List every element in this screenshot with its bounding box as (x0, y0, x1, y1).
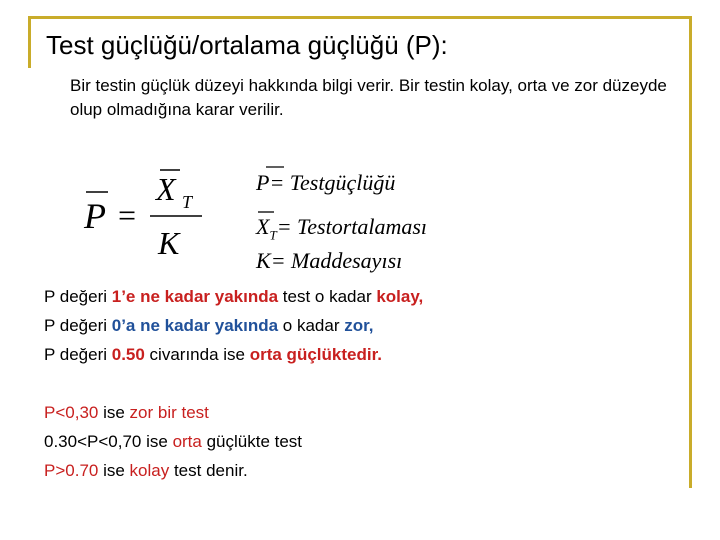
formula-definitions (250, 162, 480, 277)
threshold-condition: P<0,30 (44, 403, 99, 422)
threshold-line-3 (44, 456, 302, 485)
threshold-text: test denir. (169, 461, 248, 480)
formula-numerator-sub: T (182, 192, 193, 212)
formula-lhs: P (84, 196, 106, 236)
threshold-line-2 (44, 427, 302, 456)
threshold-text: ise (141, 432, 173, 451)
frame-top-border (28, 16, 690, 19)
def-text: = Testortalaması (276, 214, 428, 239)
def-sub: T (269, 227, 277, 243)
rule-text: P değeri (44, 345, 112, 364)
frame-right-border (689, 16, 692, 488)
rule-text: test o kadar (278, 287, 377, 306)
def-text: = Maddesayısı (270, 248, 403, 273)
rules-block (44, 282, 423, 369)
rule-line-2 (44, 311, 423, 340)
threshold-text: ise (98, 403, 130, 422)
def-symbol: K (256, 248, 271, 273)
definition-k (256, 248, 402, 274)
thresholds-block (44, 398, 302, 485)
threshold-text: ise (98, 461, 130, 480)
def-symbol: X (256, 214, 270, 239)
rule-highlight: 1’e ne kadar yakında (111, 287, 279, 306)
threshold-highlight: zor bir test (129, 403, 209, 422)
rule-highlight: kolay, (376, 287, 424, 306)
threshold-highlight: kolay (129, 461, 170, 480)
rule-highlight: zor, (344, 316, 374, 335)
slide-title: Test güçlüğü/ortalama güçlüğü (P): (46, 30, 448, 60)
rule-text: civarında ise (144, 345, 250, 364)
rule-text: P değeri (44, 316, 112, 335)
rule-text: P değeri (44, 287, 112, 306)
threshold-line-1 (44, 398, 302, 427)
rule-highlight: 0.50 (111, 345, 145, 364)
definition-x (256, 214, 427, 243)
threshold-text: güçlükte test (201, 432, 303, 451)
threshold-condition: 0.30<P<0,70 (44, 432, 142, 451)
rule-highlight: orta güçlüktedir. (249, 345, 382, 364)
def-symbol: P (256, 170, 270, 195)
formula-denominator: K (158, 225, 180, 261)
formula-numerator: X (156, 171, 176, 207)
intro-text: Bir testin güçlük düzeyi hakkında bilgi verir. Bir testin kolay, orta ve zor düzeyde olup olmadığına karar verilir. (70, 76, 667, 119)
rule-line-1 (44, 282, 423, 311)
frame-left-border (28, 16, 31, 68)
threshold-highlight: orta (172, 432, 202, 451)
def-text: = Testgüçlüğü (269, 170, 396, 195)
difficulty-formula (78, 160, 218, 270)
definition-p (256, 170, 395, 196)
rule-highlight: 0’a ne kadar yakında (111, 316, 279, 335)
threshold-condition: P>0.70 (44, 461, 99, 480)
formula-equals: = (118, 197, 137, 233)
rule-text: o kadar (278, 316, 345, 335)
rule-line-3 (44, 340, 423, 369)
